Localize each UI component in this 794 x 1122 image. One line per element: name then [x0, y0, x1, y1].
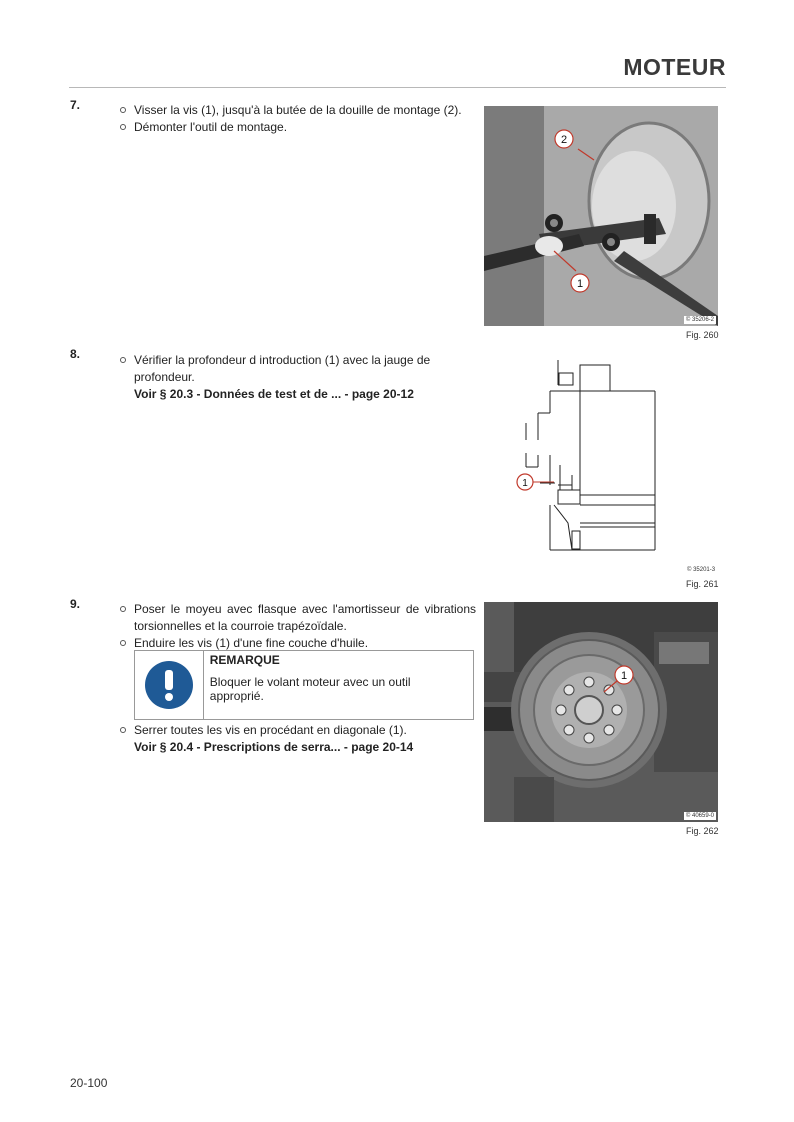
step-number-9: 9.	[70, 597, 81, 611]
callout-1: 1	[620, 670, 628, 682]
remark-title: REMARQUE	[209, 653, 280, 667]
step-number-7: 7.	[70, 98, 81, 112]
step-9-instructions	[120, 601, 476, 652]
bullet-circle-icon	[120, 124, 126, 130]
figure-262-photo	[484, 602, 718, 822]
bullet-circle-icon	[120, 357, 126, 363]
list-item	[120, 722, 480, 739]
instruction-text: Serrer toutes les vis en procédant en diagonale (1).	[134, 723, 407, 737]
step-8-instructions	[120, 352, 480, 403]
step-number-8: 8.	[70, 347, 81, 361]
figure-code: © 40659-0	[685, 813, 714, 819]
callout-1: 1	[522, 478, 528, 489]
instruction-text: Poser le moyeu avec flasque avec l'amortisseur de vibrations torsionnelles et la courroie trapézoïdale.	[134, 602, 476, 633]
list-item	[120, 119, 480, 136]
flywheel-hub-illustration	[484, 602, 718, 822]
figure-caption: Fig. 260	[686, 330, 719, 340]
list-item	[120, 102, 480, 119]
callout-1: 1	[576, 278, 584, 290]
list-item	[120, 601, 476, 635]
instruction-text: Démonter l'outil de montage.	[134, 120, 288, 134]
reference-link[interactable]: Voir § 20.3 - Données de test et de ... - page 20-12	[134, 387, 414, 401]
page-number: 20-100	[70, 1076, 108, 1090]
step-9-instructions-continued	[120, 722, 480, 756]
header-divider	[69, 87, 726, 88]
instruction-text: Visser la vis (1), jusqu'à la butée de la douille de montage (2).	[134, 103, 462, 117]
bullet-circle-icon	[120, 107, 126, 113]
figure-code: © 35201-3	[687, 567, 716, 573]
figure-caption: Fig. 261	[686, 579, 719, 589]
reference-link[interactable]: Voir § 20.4 - Prescriptions de serra... - page 20-14	[134, 740, 414, 754]
step-7-instructions	[120, 102, 480, 136]
figure-caption: Fig. 262	[686, 826, 719, 836]
bullet-circle-icon	[120, 606, 126, 612]
bullet-circle-icon	[120, 727, 126, 733]
depth-gauge-section-diagram	[510, 355, 660, 555]
figure-261-drawing	[510, 355, 660, 555]
remark-box	[134, 650, 474, 720]
list-item	[120, 352, 480, 386]
callout-2: 2	[560, 134, 568, 146]
page-title: MOTEUR	[623, 54, 726, 80]
instruction-text: Vérifier la profondeur d introduction (1) avec la jauge de profondeur.	[134, 353, 431, 384]
remark-text: Bloquer le volant moteur avec un outil approprié.	[209, 675, 411, 703]
figure-code: © 35206-2	[685, 317, 714, 323]
remark-icon-cell	[135, 651, 204, 719]
bullet-circle-icon	[120, 640, 126, 646]
figure-260-photo	[484, 106, 718, 326]
instruction-text: Enduire les vis (1) d'une fine couche d'huile.	[134, 636, 369, 650]
mounting-tool-illustration	[484, 106, 718, 326]
exclamation-circle-icon	[144, 660, 194, 710]
